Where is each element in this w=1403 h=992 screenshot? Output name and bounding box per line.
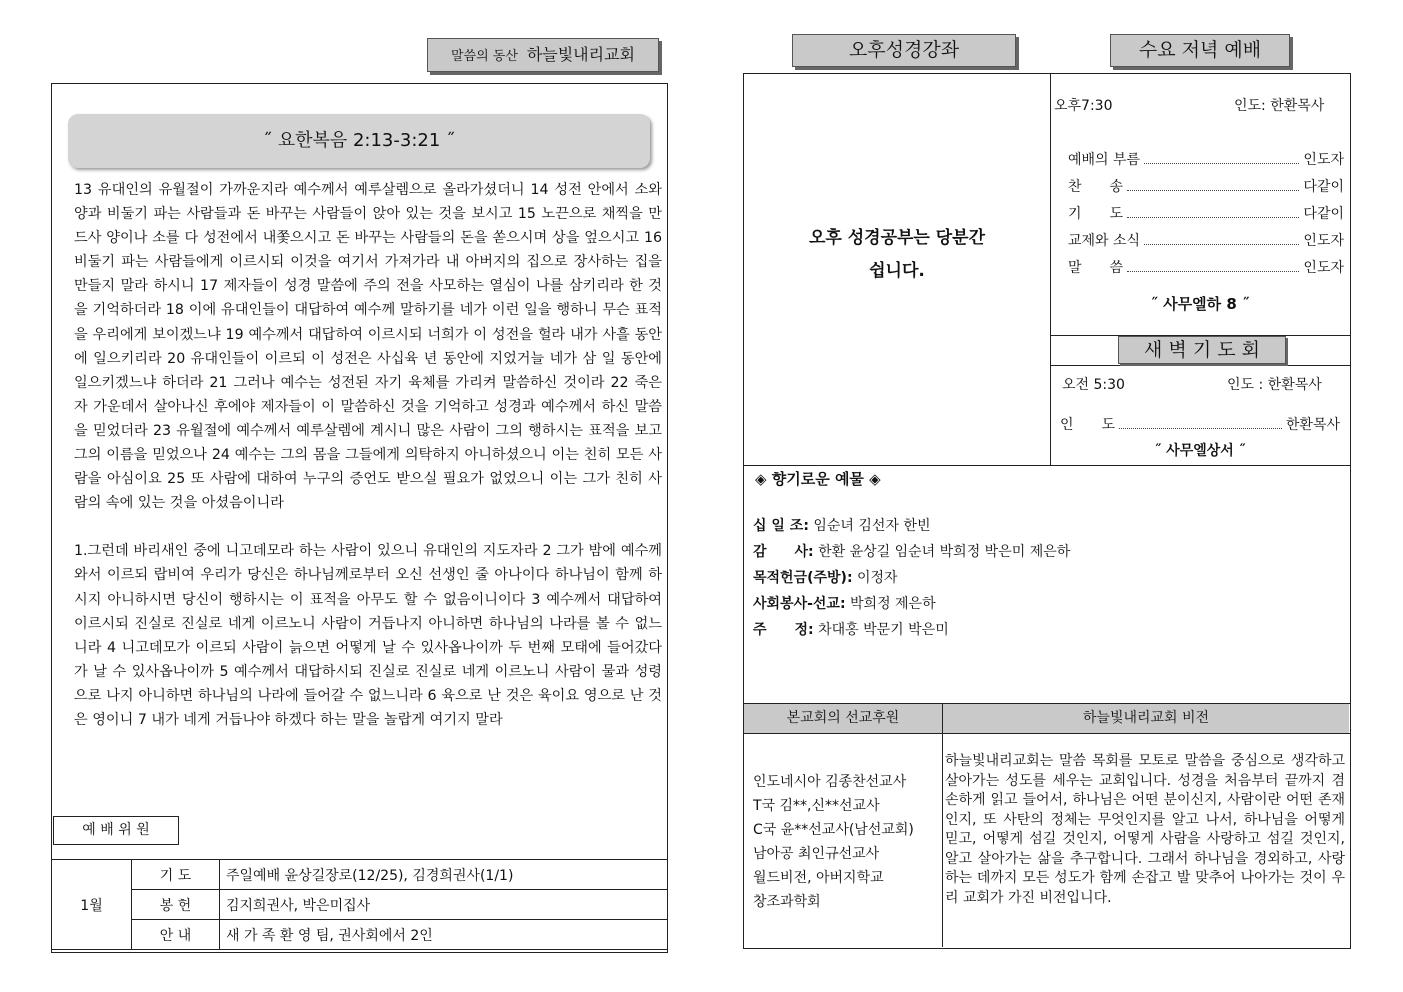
list-item: 인도네시아 김종찬선교사 — [753, 774, 907, 790]
wednesday-order — [1068, 142, 1344, 277]
scripture-text — [74, 178, 662, 732]
offering-row: 목적헌금(주방): 이정자 — [753, 570, 898, 586]
duty-label: 예 배 위 원 — [53, 816, 179, 845]
church-name: 하늘빛내리교회 — [526, 45, 636, 64]
offering-row: 감 사: 한환 윤상길 임순녀 박희정 박은미 제은하 — [753, 544, 1071, 560]
motto: 말씀의 동산 — [450, 49, 518, 64]
dawn-leader: 인도 : 한환목사 — [1227, 377, 1322, 393]
duty-role: 기 도 — [132, 860, 220, 890]
wednesday-leader: 인도: 한환목사 — [1234, 98, 1325, 114]
mission-list — [753, 770, 914, 914]
dawn-order-item: 인 도 한환목사 — [1060, 417, 1340, 433]
duty-names: 주일예배 윤상길장로(12/25), 김경희권사(1/1) — [220, 860, 668, 890]
mission-header: 본교회의 선교후원 — [744, 704, 942, 733]
table-row — [52, 890, 668, 920]
order-item: 말 씀 인도자 — [1068, 260, 1344, 276]
scripture-paragraph: 13 유대인의 유월절이 가까운지라 예수께서 예루살렘으로 올라가셨더니 14 성전 안에서 소와 양과 비둘기 파는 사람들과 돈 바꾸는 사람들이 앉아 있는 것을 보시고 15 노끈으로 채찍을 만드사 양이나 소를 다 성전에서 내쫓으시고 돈 바꾸는 사람들의 돈을 쏟으시며 상을 엎으시고 16비둘기 파는 사람들에게 이르시되 이것을 여기서 가져가라 내 아버지의 집으로 장사하는 집을 만들지 말라 하시니 17 제자들이 성경 말씀에 주의 전을 사모하는 열심이 나를 삼키리라 한 것을 기억하더라 18 이에 유대인들이 대답하여 예수께 말하기를 네가 이런 일을 행하니 무슨 표적을 우리에게 보이겠느냐 19 예수께서 대답하여 이르시되 너희가 이 성전을 헐라 내가 사흘 동안에 일으키리라 20 유대인들이 이르되 이 성전은 사십육 년 동안에 지었거늘 네가 삼 일 동안에 일으키겠느냐 하더라 21 그러나 예수는 성전된 자기 육체를 가리켜 말씀하신 것이라 22 죽은 자 가운데서 살아나신 후에야 제자들이 이 말씀하신 것을 기억하고 성경과 예수께서 하신 말씀을 믿었더라 23 유월절에 예수께서 예루살렘에 계시니 많은 사람이 그의 행하시는 표적을 보고 그의 이름을 믿었으나 24 예수는 그의 몸을 그들에게 의탁하지 아니하셨으니 이는 친히 모든 사람을 아심이요 25 또 사람에 대하여 누구의 증언도 받으실 필요가 없었으니 이는 그가 친히 사람의 속에 있는 것을 아셨음이니라 — [74, 182, 662, 512]
dawn-prayer-tag: 새 벽 기 도 회 — [1118, 336, 1286, 364]
list-item: 월드비전, 아버지학교 — [753, 870, 884, 886]
duty-month: 1월 — [52, 860, 132, 950]
offerings-list — [753, 515, 1343, 645]
afternoon-bible-class-tag: 오후성경강좌 — [792, 34, 1016, 67]
church-header-tag — [427, 38, 659, 72]
wednesday-time: 오후7:30 — [1054, 98, 1113, 114]
dawn-time: 오전 5:30 — [1062, 377, 1125, 393]
order-item: 교제와 소식 인도자 — [1068, 233, 1344, 249]
list-item: 창조과학회 — [753, 894, 821, 910]
passage-title: ˝ 요한복음 2:13-3:21 ˝ — [262, 130, 456, 151]
offering-row: 주 정: 차대홍 박문기 박은미 — [753, 622, 949, 638]
duty-names: 새 가 족 환 영 팀, 권사회에서 2인 — [220, 920, 668, 950]
order-item: 예배의 부름 인도자 — [1068, 152, 1344, 168]
list-item: 남아공 최인규선교사 — [753, 846, 880, 862]
duty-names: 김지희권사, 박은미집사 — [220, 890, 668, 920]
scripture-paragraph: 1.그런데 바리새인 중에 니고데모라 하는 사람이 있으니 유대인의 지도자라 2 그가 밤에 예수께 와서 이르되 랍비여 우리가 당신은 하나님께로부터 오신 선생인 줄 아나이다 하나님이 함께 하시지 아니하시면 당신이 행하시는 이 표적을 아무도 할 수 없음이니이다 3 예수께서 대답하여 이르시되 진실로 진실로 네게 이르노니 사람이 거듭나지 아니하면 하나님의 나라를 볼 수 없느니라 4 니고데모가 이르되 사람이 늙으면 어떻게 날 수 있사옵나이까 두 번째 모태에 들어갔다가 날 수 있사옵나이까 5 예수께서 대답하시되 진실로 진실로 네게 이르노니 사람이 물과 성령으로 나지 아니하면 하나님의 나라에 들어갈 수 없느니라 6 육으로 난 것은 육이요 영으로 난 것은 영이니 7 내가 네게 거듭나야 하겠다 하는 말을 놀랍게 여기지 말라 — [74, 543, 662, 728]
wednesday-scripture: ˝ 사무엘하 8 ˝ — [1150, 295, 1250, 313]
offerings-title: ◈ 향기로운 예물 ◈ — [755, 470, 881, 488]
afternoon-notice: 오후 성경공부는 당분간 쉽니다. — [808, 228, 986, 281]
table-row — [52, 920, 668, 950]
offering-row: 십 일 조: 임순녀 김선자 한빈 — [753, 518, 931, 534]
list-item: T국 김**,신**선교사 — [753, 798, 880, 814]
list-item: C국 윤**선교사(남선교회) — [753, 822, 914, 838]
vision-header: 하늘빛내리교회 비전 — [943, 704, 1349, 733]
dawn-scripture: ˝ 사무엘상서 ˝ — [1154, 443, 1246, 459]
vision-text: 하늘빛내리교회는 말씀 목회를 모토로 말씀을 중심으로 생각하고 살아가는 성도를 세우는 교회입니다. 성경을 처음부터 끝까지 겸손하게 읽고 들어서, 하나님은 어떤 분이신지, 사람이란 어떤 존재인지, 또 사탄의 정체는 무엇인지를 알고 나서, 하나님을 어떻게 믿고, 어떻게 섬길 것인지, 어떻게 사람을 사랑하고 섬길 것인지, 알고 살아가는 삶을 추구합니다. 그래서 하나님을 경외하고, 사랑하는 데까지 모든 성도가 함께 손잡고 발 맞추어 나아가는 것이 우리 교회가 가진 비전입니다. — [945, 753, 1345, 906]
passage-title-banner — [68, 114, 650, 168]
order-item: 기 도 다같이 — [1068, 206, 1344, 222]
table-row — [52, 860, 668, 890]
wednesday-service-tag: 수요 저녁 예배 — [1110, 34, 1290, 67]
offering-row: 사회봉사-선교: 박희정 제은하 — [753, 596, 936, 612]
duty-role: 봉 헌 — [132, 890, 220, 920]
duty-table — [51, 859, 668, 950]
order-item: 찬 송 다같이 — [1068, 179, 1344, 195]
duty-role: 안 내 — [132, 920, 220, 950]
